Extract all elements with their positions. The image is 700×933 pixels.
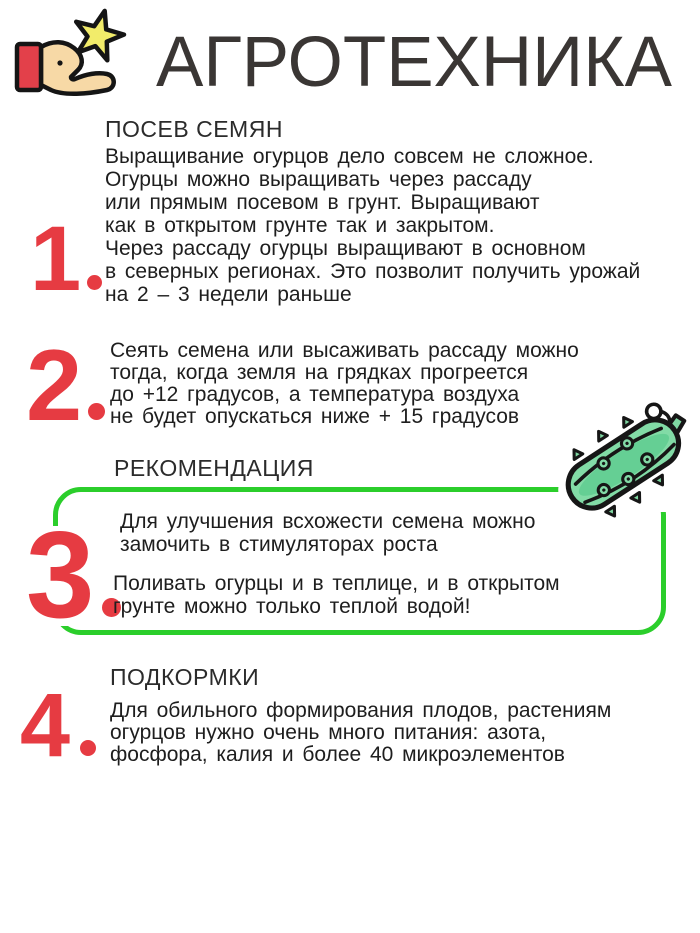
knuckle-dot — [57, 60, 62, 65]
text-line: грунте можно только теплой водой! — [113, 595, 471, 618]
text-line: Поливать огурцы и в теплице, и в открытом — [113, 572, 560, 595]
number-digit: 2 — [26, 330, 83, 442]
number-dot — [88, 403, 105, 420]
section-number-1 — [30, 208, 102, 310]
text-line: Для обильного формирования плодов, растениям — [110, 699, 612, 722]
text-line: Через рассаду огурцы выращивают в основном — [105, 237, 586, 260]
cuff-shape — [17, 44, 41, 90]
section-text-feeding — [110, 700, 611, 766]
page-title: АГРОТЕХНИКА — [156, 23, 672, 102]
recommendation-text-1 — [120, 510, 535, 556]
number-dot — [87, 275, 102, 290]
text-line: фосфора, калия и более 40 микроэлементов — [110, 743, 565, 766]
text-line: не будет опускаться ниже + 15 градусов — [110, 405, 520, 428]
cucumber-icon — [552, 375, 700, 523]
number-digit: 4 — [20, 676, 71, 776]
number-digit: 3 — [26, 507, 95, 644]
text-line: в северных регионах. Это позволит получить урожай — [105, 260, 641, 283]
number-digit: 1 — [30, 208, 82, 310]
section-number-2 — [26, 330, 105, 442]
text-line: на 2 – 3 недели раньше — [105, 283, 352, 306]
text-line: Выращивание огурцов дело совсем не сложное. — [105, 145, 594, 168]
text-line: Огурцы можно выращивать через рассаду — [105, 168, 532, 191]
text-line: Сеять семена или высаживать рассаду можно — [110, 339, 579, 362]
recommendation-text-2 — [113, 572, 560, 618]
text-line: Для улучшения всхожести семена можно — [120, 510, 536, 533]
text-line: замочить в стимуляторах роста — [120, 533, 438, 556]
section-text-planting — [110, 340, 579, 428]
text-line: до +12 градусов, а температура воздуха — [110, 383, 520, 406]
section-heading-recommendation: РЕКОМЕНДАЦИЯ — [114, 455, 314, 481]
text-line: или прямым посевом в грунт. Выращивают — [105, 191, 540, 214]
star-icon — [76, 11, 124, 60]
section-text-sowing — [105, 145, 640, 306]
hand-with-star-icon — [14, 6, 134, 102]
section-number-3 — [26, 507, 121, 644]
section-heading-sowing: ПОСЕВ СЕМЯН — [105, 116, 283, 142]
text-line: огурцов нужно очень много питания: азота, — [110, 721, 547, 744]
section-heading-feeding: ПОДКОРМКИ — [110, 664, 260, 690]
number-dot — [80, 740, 96, 756]
section-number-4 — [20, 676, 96, 776]
text-line: тогда, когда земля на грядках прогреется — [110, 361, 529, 384]
text-line: как в открытом грунте так и закрытом. — [105, 214, 495, 237]
